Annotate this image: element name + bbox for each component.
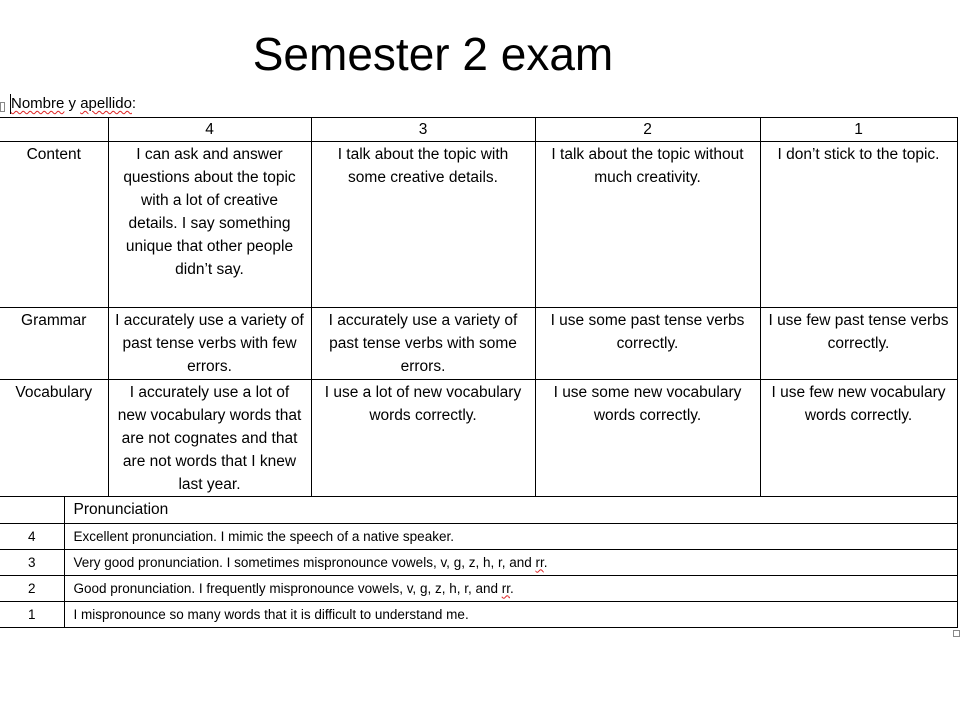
pronunciation-desc-3-end: .: [543, 554, 548, 570]
rubric-table: [0, 117, 958, 497]
rubric-row-grammar: [0, 308, 957, 380]
rubric-row-vocabulary: [0, 380, 957, 497]
vocabulary-level-4[interactable]: I accurately use a lot of new vocabulary words that are not cognates and that are not words that I knew last year.: [108, 380, 311, 497]
pronunciation-desc-3[interactable]: [64, 550, 957, 576]
pronunciation-desc-3-text: Very good pronunciation. I sometimes mispronounce vowels, v, g, z, h, r, and: [73, 554, 536, 570]
page-title: Semester 2 exam: [252, 28, 614, 80]
pronunciation-table: [0, 496, 958, 628]
content-level-2[interactable]: I talk about the topic without much creativity.: [535, 142, 760, 308]
grammar-level-4[interactable]: I accurately use a variety of past tense verbs with few errors.: [108, 308, 311, 380]
rubric-header-row: [0, 118, 957, 142]
level-header-2[interactable]: 2: [535, 118, 760, 142]
pronunciation-score-1[interactable]: 1: [0, 602, 64, 628]
grammar-level-3[interactable]: I accurately use a variety of past tense verbs with some errors.: [311, 308, 535, 380]
spellcheck-word-rr[interactable]: rr: [535, 554, 544, 570]
pronunciation-desc-2-end: .: [510, 580, 514, 596]
pronunciation-score-4[interactable]: 4: [0, 524, 64, 550]
spellcheck-word-apellido[interactable]: apellido: [80, 95, 132, 112]
pronunciation-row-2: [0, 576, 957, 602]
category-vocabulary[interactable]: Vocabulary: [0, 380, 108, 497]
table-resize-handle[interactable]: [953, 630, 960, 637]
spellcheck-word-rr[interactable]: rr: [501, 580, 510, 596]
grammar-level-2[interactable]: I use some past tense verbs correctly.: [535, 308, 760, 380]
pronunciation-header-row: [0, 497, 957, 524]
level-header-4[interactable]: 4: [108, 118, 311, 142]
level-header-1[interactable]: 1: [760, 118, 957, 142]
rubric-corner-cell[interactable]: [0, 118, 108, 142]
pronunciation-header[interactable]: Pronunciation: [64, 497, 957, 524]
pronunciation-desc-2-text: Good pronunciation. I frequently mispronounce vowels, v, g, z, h, r, and: [73, 580, 502, 596]
pronunciation-desc-1[interactable]: I mispronounce so many words that it is difficult to understand me.: [64, 602, 957, 628]
pronunciation-score-2[interactable]: 2: [0, 576, 64, 602]
vocabulary-level-1[interactable]: I use few new vocabulary words correctly.: [760, 380, 957, 497]
spellcheck-word-nombre[interactable]: Nombre: [11, 95, 65, 112]
grammar-level-1[interactable]: I use few past tense verbs correctly.: [760, 308, 957, 380]
vocabulary-level-3[interactable]: I use a lot of new vocabulary words correctly.: [311, 380, 535, 497]
pronunciation-corner-cell[interactable]: [0, 497, 64, 524]
name-label-colon: :: [131, 95, 137, 112]
category-content[interactable]: Content: [0, 142, 108, 308]
name-label-conjunction: y: [64, 95, 81, 112]
pronunciation-score-3[interactable]: 3: [0, 550, 64, 576]
content-level-1[interactable]: I don’t stick to the topic.: [760, 142, 957, 308]
table-move-handle[interactable]: [0, 102, 5, 112]
content-level-4[interactable]: I can ask and answer questions about the topic with a lot of creative details. I say something unique that other people didn’t say.: [108, 142, 311, 308]
pronunciation-desc-2[interactable]: [64, 576, 957, 602]
pronunciation-desc-4[interactable]: Excellent pronunciation. I mimic the speech of a native speaker.: [64, 524, 957, 550]
pronunciation-row-3: [0, 550, 957, 576]
name-field-label[interactable]: [11, 94, 136, 114]
category-grammar[interactable]: Grammar: [0, 308, 108, 380]
rubric-row-content: [0, 142, 957, 308]
pronunciation-row-1: [0, 602, 957, 628]
level-header-3[interactable]: 3: [311, 118, 535, 142]
vocabulary-level-2[interactable]: I use some new vocabulary words correctly.: [535, 380, 760, 497]
pronunciation-row-4: [0, 524, 957, 550]
content-level-3[interactable]: I talk about the topic with some creative details.: [311, 142, 535, 308]
